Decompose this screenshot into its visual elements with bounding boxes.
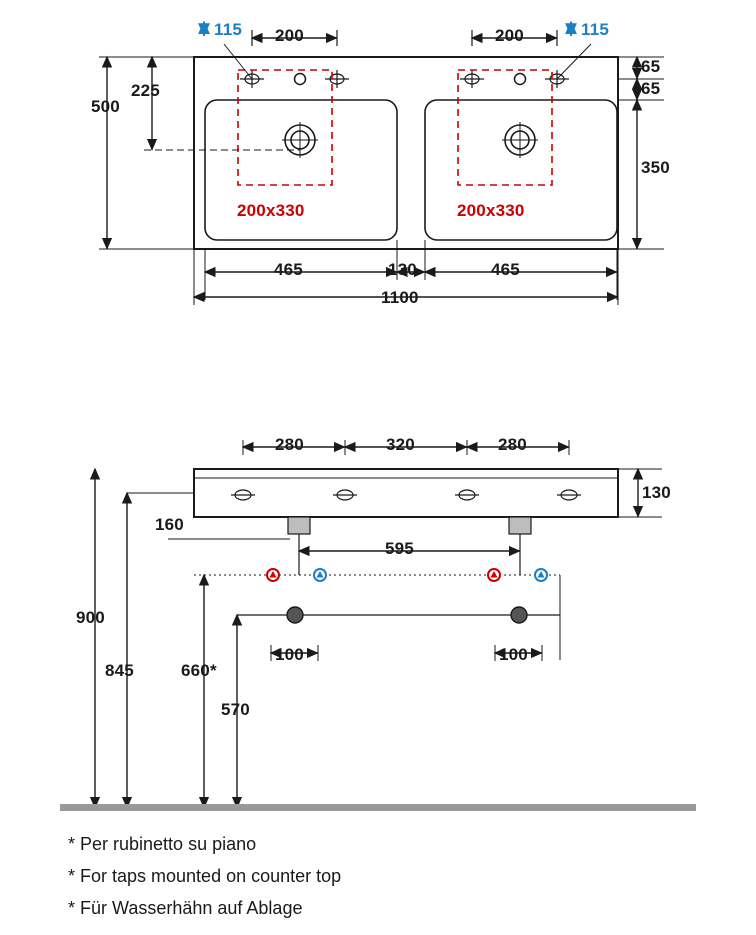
- dimension-overall-width: 1100: [381, 288, 419, 307]
- dimension-back-offset-2: 65: [641, 79, 661, 98]
- dimension-depth-basin: 225: [131, 81, 160, 100]
- dimension-height-570: 570: [221, 700, 250, 719]
- note-german: * Für Wasserhähn auf Ablage: [68, 898, 303, 918]
- front-view-group: [60, 440, 696, 811]
- dimension-height-900: 900: [76, 608, 105, 627]
- dimension-drain-span: 595: [385, 539, 414, 558]
- dimension-edge-right: 115: [581, 20, 610, 39]
- dimension-valve-span-left: 100: [275, 645, 304, 664]
- note-english: * For taps mounted on counter top: [68, 866, 342, 886]
- dimension-basin-height: 130: [642, 483, 671, 502]
- dimension-basin-depth: 350: [641, 158, 670, 177]
- top-view-group: [99, 22, 664, 305]
- dimension-height-160: 160: [155, 515, 184, 534]
- dimension-back-offset-1: 65: [641, 57, 661, 76]
- cutout-label-left: 200x330: [237, 201, 305, 220]
- dimension-hole-span-left: 280: [275, 435, 304, 454]
- cutout-label-right: 200x330: [457, 201, 525, 220]
- dimension-edge-left: 115: [214, 20, 243, 39]
- dimension-basin-width-right: 465: [491, 260, 520, 279]
- dimension-hole-span-right: 280: [498, 435, 527, 454]
- dimension-tapdist-right: 200: [495, 26, 524, 45]
- dimension-center-gap: 130: [388, 260, 417, 279]
- dimension-depth-total: 500: [91, 97, 120, 116]
- dimension-hole-span-center: 320: [386, 435, 415, 454]
- dimension-valve-span-right: 100: [499, 645, 528, 664]
- note-italian: * Per rubinetto su piano: [68, 834, 257, 854]
- dimension-tapdist-left: 200: [275, 26, 304, 45]
- dimension-height-660: 660*: [181, 661, 217, 680]
- dimension-basin-width-left: 465: [274, 260, 303, 279]
- dimension-height-845: 845: [105, 661, 134, 680]
